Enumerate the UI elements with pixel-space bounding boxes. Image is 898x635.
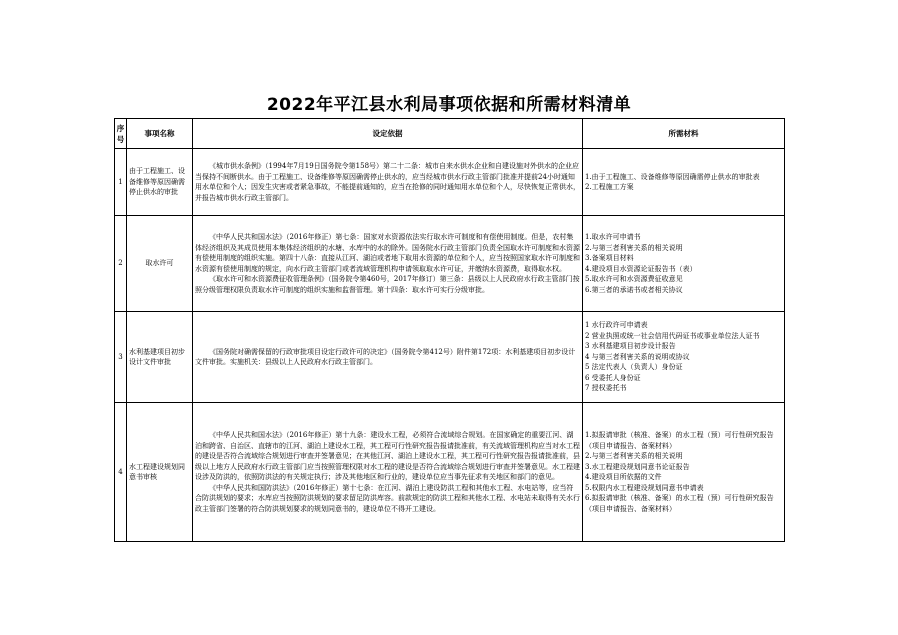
material-item: 4.建设项目水资源论证报告书（表） bbox=[585, 264, 697, 273]
header-basis: 设定依据 bbox=[193, 119, 583, 149]
table-row bbox=[115, 403, 785, 542]
material-item: 2.工程施工方案 bbox=[585, 183, 634, 191]
material-item: 3.备案项目材料 bbox=[585, 254, 634, 262]
material-item: 1.由于工程施工、设备维修等原因确需停止供水的审批表 bbox=[585, 172, 760, 181]
table-row bbox=[115, 312, 785, 403]
basis-paragraph: 《城市供水条例》（1994年7月19日国务院令第158号）第二十二条：城市自来水供水企业和自建设施对外供水的企业应当保持不间断供水。由于工程施工、设备维修等原因确需停止供水的，应当经城市供水行政主管部门批准并提前24小时通知用水单位和个人；因发生灾害或者紧急事故，不能提前通知的，应当在抢修的同时通知用水单位和个人，尽快恢复正常供水，并报告城市供水行政主管部门。 bbox=[195, 162, 580, 202]
material-item: 5 法定代表人（负责人）身份证 bbox=[585, 363, 683, 372]
material-item: 3.水工程建设规划同意书论证报告 bbox=[585, 462, 690, 471]
material-item: 4.建设项目所依据的文件 bbox=[585, 473, 662, 481]
material-item: 6.拟报请审批（核准、备案）的水工程（预）可行性研究报告（项目申请报告、备案材料） bbox=[585, 494, 774, 513]
header-seq: 序号 bbox=[115, 119, 127, 149]
material-item: 5.取水许可和水资源费征收意见 bbox=[585, 275, 683, 283]
page-title: 2022年平江县水利局事项依据和所需材料清单 bbox=[266, 95, 632, 115]
header-materials: 所需材料 bbox=[583, 119, 785, 149]
row-materials bbox=[583, 216, 785, 312]
basis-paragraph: 《取水许可和水资源费征收管理条例》（国务院令第460号，2017年修订）第三条：县级以上人民政府水行政主管部门按照分级管理权限负责取水许可制度的组织实施和监督管理。第十四条：取水许可实行分级审批。 bbox=[195, 275, 580, 294]
row-seq: 2 bbox=[115, 216, 127, 312]
material-item: 2 营业执照或统一社会信用代码证书或事业单位法人证书 bbox=[585, 331, 760, 340]
basis-paragraph: 《国务院对确需保留的行政审批项目设定行政许可的决定》（国务院令第412号）附件第172项：水利基建项目初步设计文件审批。实施机关：县级以上人民政府水行政主管部门。 bbox=[195, 347, 576, 366]
material-item: 1.拟报请审批（核准、备案）的水工程（预）可行性研究报告（项目申请报告、备案材料） bbox=[585, 431, 774, 450]
material-item: 7 授权委托书 bbox=[585, 384, 627, 393]
material-item: 3 水利基建项目初步设计报告 bbox=[585, 342, 676, 351]
material-item: 1.取水许可申请书 bbox=[585, 233, 641, 241]
requirements-table bbox=[114, 118, 785, 542]
row-item-name: 水利基建项目初步设计文件审批 bbox=[127, 312, 193, 403]
basis-paragraph: 《中华人民共和国防洪法》（2016年修正）第十七条：在江河、湖泊上建设防洪工程和其他水工程、水电站等，应当符合防洪规划的要求；水库应当按照防洪规划的要求留足防洪库容。前款规定的防洪工程和其他水工程、水电站未取得有关水行政主管部门签署的符合防洪规划要求的规划同意书的，建设单位不得开工建设。 bbox=[195, 483, 580, 513]
material-item: 5.权限内水工程建设规划同意书申请表 bbox=[585, 483, 704, 492]
row-item-name: 水工程建设规划同意书审核 bbox=[127, 403, 193, 542]
material-item: 4 与第三者利害关系的说明或协议 bbox=[585, 352, 690, 361]
row-materials bbox=[583, 312, 785, 403]
row-seq: 3 bbox=[115, 312, 127, 403]
material-item: 2.与第三者利害关系的相关说明 bbox=[585, 452, 683, 460]
table-row bbox=[115, 216, 785, 312]
row-seq: 1 bbox=[115, 149, 127, 216]
row-materials bbox=[583, 149, 785, 216]
row-item-name: 由于工程施工、设备维修等原因确需停止供水的审批 bbox=[127, 149, 193, 216]
material-item: 6.第三者的承诺书或者相关协议 bbox=[585, 285, 683, 294]
basis-paragraph: 《中华人民共和国水法》（2016年修正）第十九条：建设水工程，必须符合流域综合规划。在国家确定的重要江河、湖泊和跨省、自治区、直辖市的江河、湖泊上建设水工程，其工程可行性研究报告报请批准前，有关流域管理机构应当对水工程的建设是否符合流域综合规划进行审查并签署意见；在其他江河、湖泊上建设水工程，其工程可行性研究报告报请批准前，县级以上地方人民政府水行政主管部门应当按照管理权限对水工程的建设是否符合流域综合规划进行审查并签署意见。水工程建设涉及防洪的，依照防洪法的有关规定执行；涉及其他地区和行业的，建设单位应当事先征求有关地区和部门的意见。 bbox=[195, 431, 580, 481]
row-materials bbox=[583, 403, 785, 542]
row-basis bbox=[193, 149, 583, 216]
row-basis bbox=[193, 312, 583, 403]
table-header-row bbox=[115, 119, 785, 149]
basis-paragraph: 《中华人民共和国水法》（2016年修正）第七条：国家对水资源依法实行取水许可制度和有偿使用制度。但是，农村集体经济组织及其成员使用本集体经济组织的水塘、水库中的水的除外。国务院水行政主管部门负责全国取水许可制度和水资源有偿使用制度的组织实施。第四十八条：直接从江河、湖泊或者地下取用水资源的单位和个人，应当按照国家取水许可制度和水资源有偿使用制度的规定，向水行政主管部门或者流域管理机构申请领取取水许可证，并缴纳水资源费，取得取水权。 bbox=[195, 233, 580, 273]
row-basis bbox=[193, 403, 583, 542]
row-basis bbox=[193, 216, 583, 312]
material-item: 6 受委托人身份证 bbox=[585, 373, 641, 382]
row-item-name: 取水许可 bbox=[127, 216, 193, 312]
material-item: 1 水行政许可申请表 bbox=[585, 321, 648, 330]
material-item: 2.与第三者利害关系的相关说明 bbox=[585, 243, 683, 252]
row-seq: 4 bbox=[115, 403, 127, 542]
header-item-name: 事项名称 bbox=[127, 119, 193, 149]
table-row bbox=[115, 149, 785, 216]
